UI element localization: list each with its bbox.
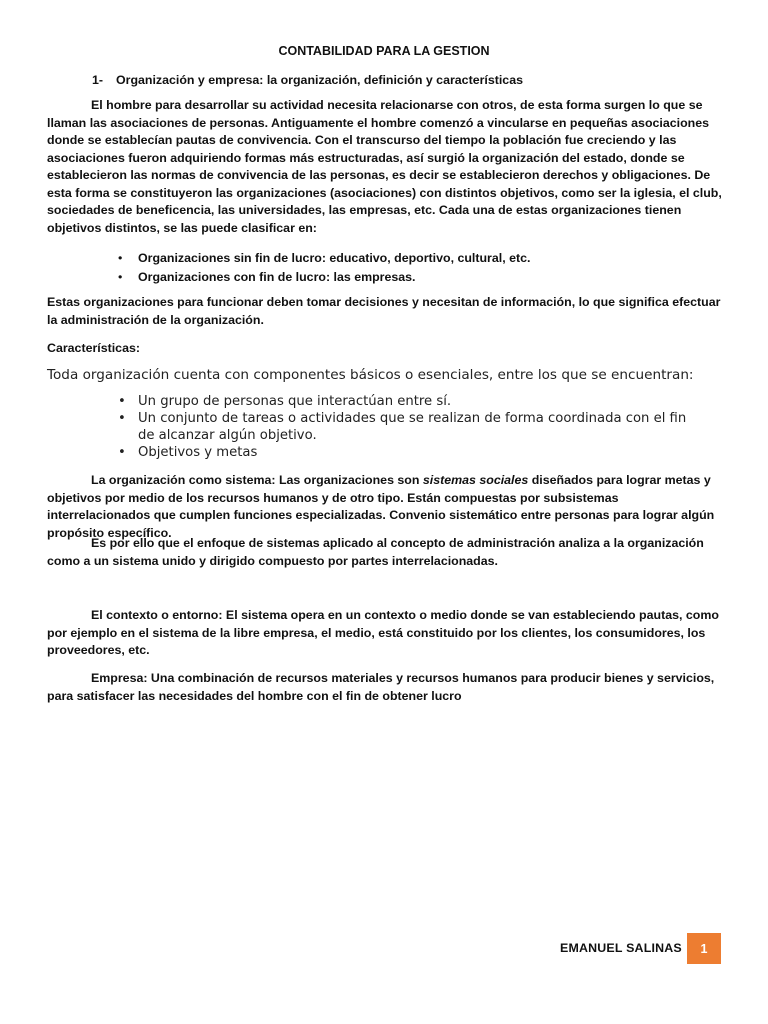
paragraph-sistema	[47, 472, 723, 542]
contexto-label: El contexto o entorno:	[91, 608, 223, 622]
bullet-list-types	[118, 249, 718, 287]
sistema-label: La organización como sistema:	[91, 473, 276, 487]
caracteristicas-label: Características:	[47, 341, 140, 355]
contexto-text: El sistema opera en un contexto o medio donde se van estableciendo pautas, como por ejemplo en el sistema de la libre empresa, el medio, está constituido por los clientes, los consumidores, los proveedores, etc.	[47, 608, 719, 657]
caracteristicas-intro: Toda organización cuenta con componentes básicos o esenciales, entre los que se encuentran:	[47, 367, 694, 383]
sistema-text-b: diseñados para lograr metas y objetivos por medio de los recursos humanos y de otro tipo. Están compuestas por subsistemas interrelacionados que cumplen funciones especializadas. Convenio sistemático entre personas para lograr algún propósito específico.	[47, 473, 715, 540]
paragraph-intro: El hombre para desarrollar su actividad necesita relacionarse con otros, de esta forma surgen lo que se llaman las asociaciones de personas. Antiguamente el hombre comenzó a vincularse en pequeñas asociaciones donde se establecían pautas de convivencia. Con el transcurso del tiempo la población fue creciendo y las asociaciones fueron adquiriendo formas más estructuradas, así surgió la organización del estado, donde se establecieron las normas de convivencia de las personas, es decir se establecieron derechos y obligaciones. De esta forma se constituyeron las organizaciones (asociaciones) con distintos objetivos, como ser la iglesia, el club, sociedades de beneficencia, las universidades, las empresas, etc. Cada una de estas organizaciones tienen objetivos distintos, se las puede clasificar en:	[47, 98, 722, 235]
paragraph-empresa	[47, 670, 723, 705]
page-number-badge: 1	[687, 933, 721, 964]
section-heading-rest: la organización, definición y características	[263, 73, 523, 87]
paragraph-contexto	[47, 607, 723, 660]
list-item: • Organizaciones con fin de lucro: las empresas.	[118, 268, 718, 287]
list-item: • Un grupo de personas que interactúan entre sí.	[118, 393, 688, 410]
paragraph-administracion: Estas organizaciones para funcionar deben tomar decisiones y necesitan de información, lo que significa efectuar la administración de la organización.	[47, 295, 721, 327]
section-number: 1-	[92, 73, 104, 87]
footer-author: EMANUEL SALINAS	[560, 941, 682, 955]
list-item: • Un conjunto de tareas o actividades que se realizan de forma coordinada con el fin de alcanzar algún objetivo.	[118, 410, 688, 444]
document-title: CONTABILIDAD PARA LA GESTION	[278, 44, 490, 58]
empresa-label: Empresa:	[91, 671, 148, 685]
empresa-text: Una combinación de recursos materiales y recursos humanos para producir bienes y servicios, para satisfacer las necesidades del hombre con el fin de obtener lucro	[47, 671, 715, 703]
sistema-italic: sistemas sociales	[422, 473, 529, 487]
section-heading-bold: Organización y empresa:	[116, 73, 264, 87]
bullet-list-components	[118, 393, 688, 461]
list-item: • Objetivos y metas	[118, 444, 688, 461]
sistema-text-a: Las organizaciones son	[275, 473, 423, 487]
paragraph-enfoque: Es por ello que el enfoque de sistemas aplicado al concepto de administración analiza a la organización como a un sistema unido y dirigido compuesto por partes interrelacionadas.	[47, 536, 704, 568]
section-heading	[92, 72, 732, 90]
list-item: • Organizaciones sin fin de lucro: educativo, deportivo, cultural, etc.	[118, 249, 718, 268]
